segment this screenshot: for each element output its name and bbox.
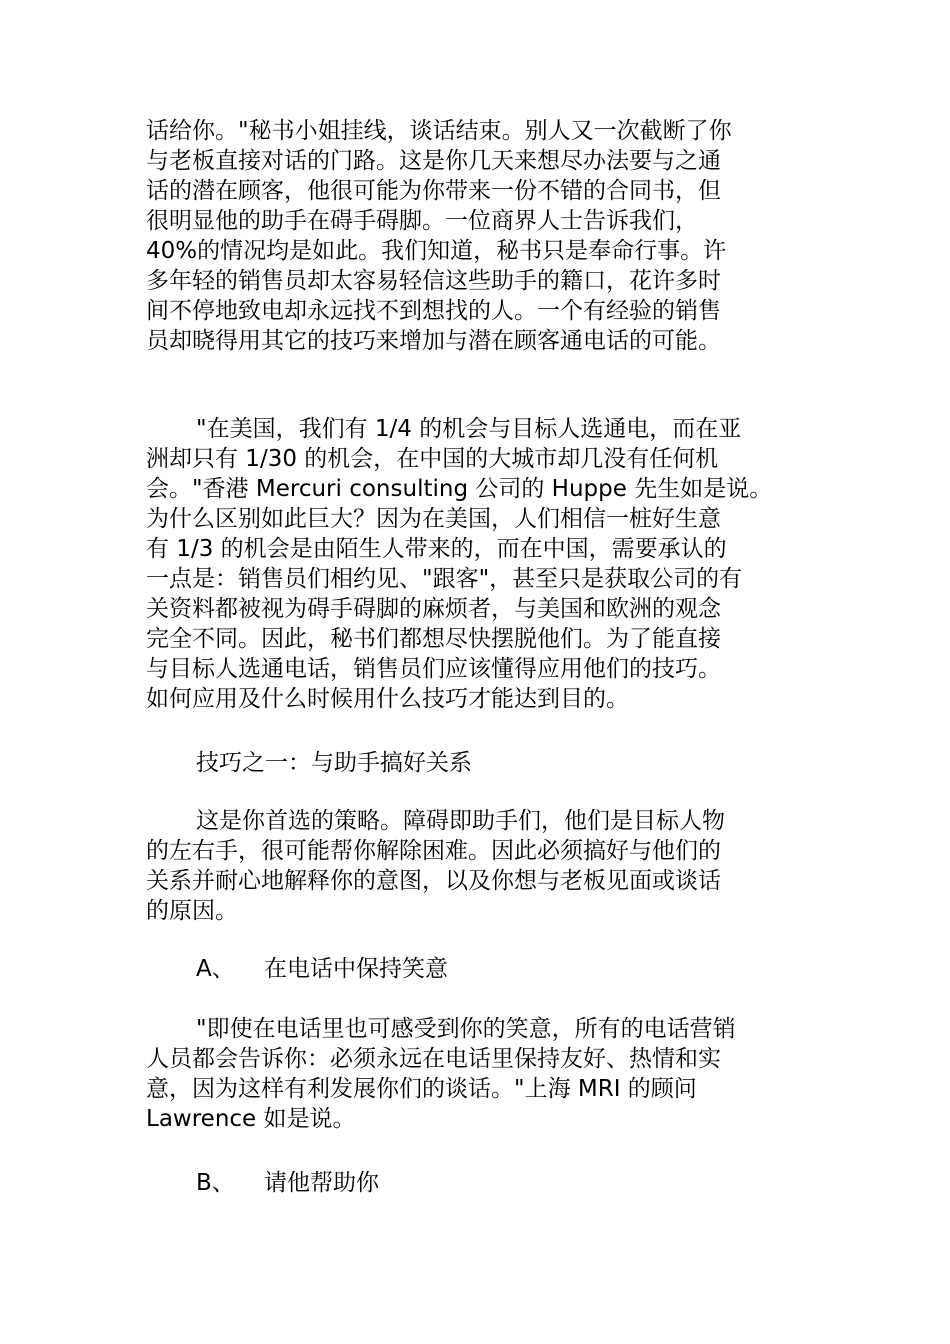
- text-line: 多年轻的销售员却太容易轻信这些助手的籍口，花许多时: [146, 268, 721, 294]
- list-item-a: [146, 954, 826, 984]
- text-line: 与目标人选通电话，销售员们应该懂得应用他们的技巧。: [146, 656, 721, 682]
- text-line: 有 1/3 的机会是由陌生人带来的，而在中国，需要承认的: [146, 536, 727, 562]
- paragraph-huppe-quote: [146, 414, 826, 714]
- heading-text: 技巧之一：与助手搞好关系: [196, 750, 472, 776]
- text-line: 很明显他的助手在碍手碍脚。一位商界人士告诉我们，: [146, 208, 698, 234]
- item-label: B、: [196, 1170, 235, 1196]
- text-line: 与老板直接对话的门路。这是你几天来想尽办法要与之通: [146, 148, 721, 174]
- text-line: 一点是：销售员们相约见、"跟客"，甚至只是获取公司的有: [146, 566, 743, 592]
- text-line: 话的潜在顾客，他很可能为你带来一份不错的合同书，但: [146, 178, 721, 204]
- text-line: 员却晓得用其它的技巧来增加与潜在顾客通电话的可能。: [146, 328, 721, 354]
- text-line: 洲却只有 1/30 的机会，在中国的大城市却几没有任何机: [146, 446, 719, 472]
- text-line: 40%的情况均是如此。我们知道，秘书只是奉命行事。许: [146, 238, 727, 264]
- text-line: 关资料都被视为碍手碍脚的麻烦者，与美国和欧洲的观念: [146, 596, 721, 622]
- text-line: "即使在电话里也可感受到你的笑意，所有的电话营销: [196, 1016, 736, 1042]
- paragraph-secretary: [146, 116, 826, 356]
- text-line: 间不停地致电却永远找不到想找的人。一个有经验的销售: [146, 298, 721, 324]
- text-line: 会。"香港 Mercuri consulting 公司的 Huppe 先生如是说。: [146, 476, 773, 502]
- list-item-b: [146, 1168, 826, 1198]
- item-label: A、: [196, 956, 235, 982]
- item-text: 在电话中保持笑意: [264, 956, 448, 982]
- text-line: 话给你。"秘书小姐挂线，谈话结束。别人又一次截断了你: [146, 118, 732, 144]
- text-line: 人员都会告诉你：必须永远在电话里保持友好、热情和实: [146, 1046, 721, 1072]
- text-line: "在美国，我们有 1/4 的机会与目标人选通电，而在亚: [196, 416, 742, 442]
- text-line: Lawrence 如是说。: [146, 1106, 356, 1132]
- list-item: [146, 954, 826, 984]
- text-line: 关系并耐心地解释你的意图，以及你想与老板见面或谈话: [146, 868, 721, 894]
- text-line: 为什么区别如此巨大？因为在美国，人们相信一桩好生意: [146, 506, 721, 532]
- paragraph-lawrence-quote: [146, 1014, 826, 1134]
- text-line: 这是你首选的策略。障碍即助手们，他们是目标人物: [196, 808, 725, 834]
- text-line: 如何应用及什么时候用什么技巧才能达到目的。: [146, 686, 629, 712]
- item-text: 请他帮助你: [264, 1170, 379, 1196]
- section-heading: [146, 748, 826, 778]
- text-line: 意，因为这样有利发展你们的谈话。"上海 MRI 的顾问: [146, 1076, 697, 1102]
- list-item: [146, 1168, 826, 1198]
- text-line: 的左右手，很可能帮你解除困难。因此必须搞好与他们的: [146, 838, 721, 864]
- text-line: 完全不同。因此，秘书们都想尽快摆脱他们。为了能直接: [146, 626, 721, 652]
- paragraph-strategy: [146, 806, 826, 926]
- text-line: 的原因。: [146, 898, 238, 924]
